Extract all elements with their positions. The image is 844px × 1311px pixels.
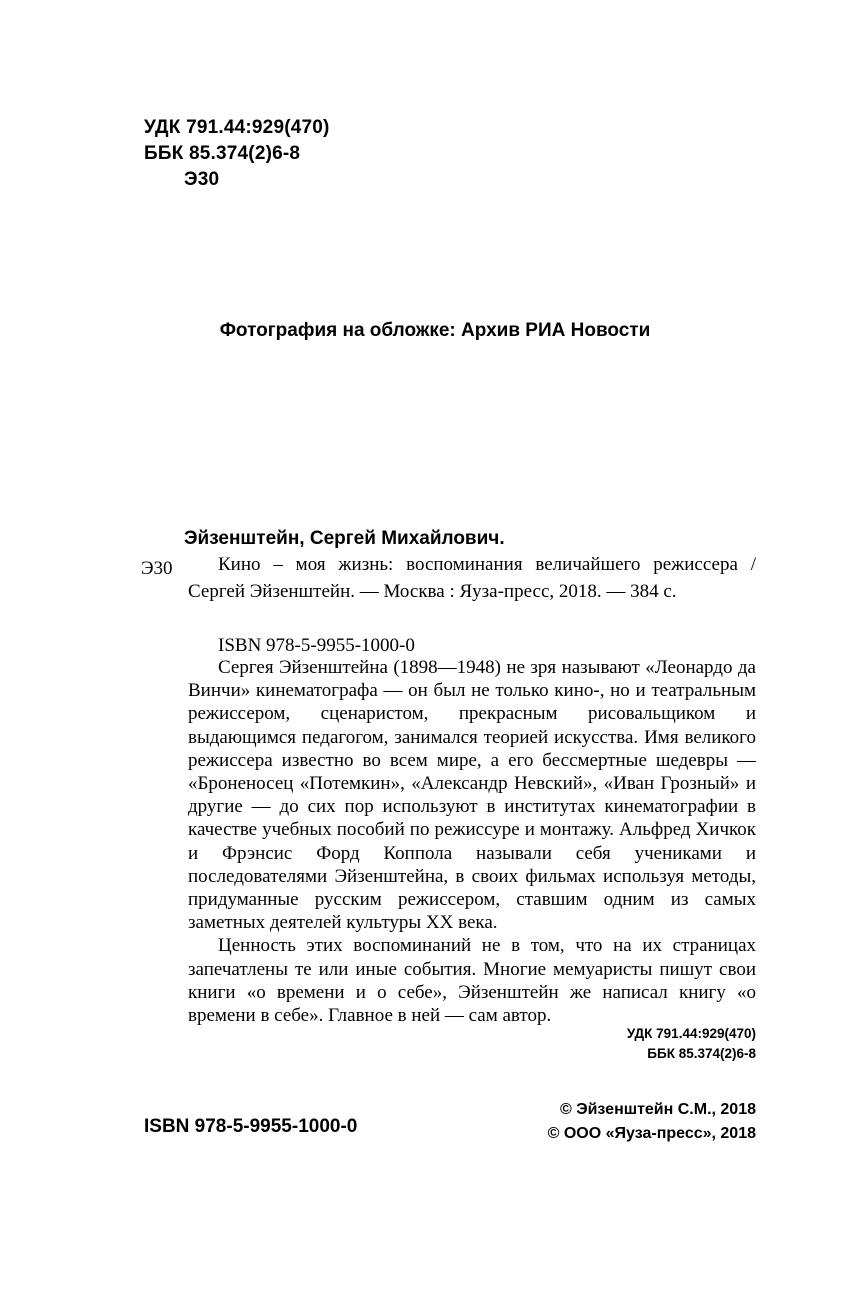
right-classification-codes	[584, 1024, 756, 1064]
photo-credit	[0, 320, 844, 342]
copyright-block	[500, 1098, 756, 1146]
classification-codes	[144, 115, 330, 193]
udk-code: УДК 791.44:929(470)	[144, 117, 330, 138]
annotation-paragraph: Сергея Эйзенштейна (1898—1948) не зря называют «Леонардо да Винчи» кинематографа — он был не только кино-, но и театральным режиссером, сценаристом, прекрасным рисовальщиком и выдающимся педагогом, занимался теорией искусства. Имя великого режиссера известно во всем мире, а его бессмертные шедевры — «Броненосец «Потемкин», «Александр Невский», «Иван Грозный» и другие — до сих пор используют в институтах кинематографии в качестве учебных пособий по режиссуре и монтажу. Альфред Хичкок и Фрэнсис Форд Коппола называли себя учениками и последователями Эйзенштейна, в своих фильмах используя методы, придуманные русским режиссером, ставшим одним из самых заметных деятелей культуры XX века.	[188, 657, 756, 934]
isbn-inline: ISBN 978-5-9955-1000-0	[218, 635, 415, 656]
udk-code-small: УДК 791.44:929(470)	[626, 1026, 756, 1041]
bbk-code: ББК 85.374(2)6-8	[144, 143, 301, 164]
annotation-paragraph: Ценность этих воспоминаний не в том, что на их страницах запечатлены те или иные события. Многие мемуаристы пишут свои книги «о времени и о себе», Эйзенштейн же написал книгу «о времени в себе». Главное в ней — сам автор.	[188, 935, 756, 1027]
isbn-footer: ISBN 978-5-9955-1000-0	[144, 1116, 358, 1137]
annotation	[188, 656, 756, 1027]
bibliographic-description	[188, 551, 756, 605]
author-mark: Э30	[184, 169, 220, 190]
bbk-code-small: ББК 85.374(2)6-8	[647, 1046, 756, 1061]
description-text: Кино – моя жизнь: воспоминания величайшего режиссера / Сергей Эйзенштейн. — Москва : Яуза-пресс, 2018. — 384 с.	[188, 554, 756, 602]
copyright-publisher: © ООО «Яуза-пресс», 2018	[547, 1125, 756, 1142]
copyright-author: © Эйзенштейн С.М., 2018	[559, 1101, 756, 1118]
index-mark: Э30	[141, 558, 173, 579]
author-heading: Эйзенштейн, Сергей Михайлович.	[184, 528, 505, 549]
photo-credit-text: Фотография на обложке: Архив РИА Новости	[219, 320, 651, 341]
